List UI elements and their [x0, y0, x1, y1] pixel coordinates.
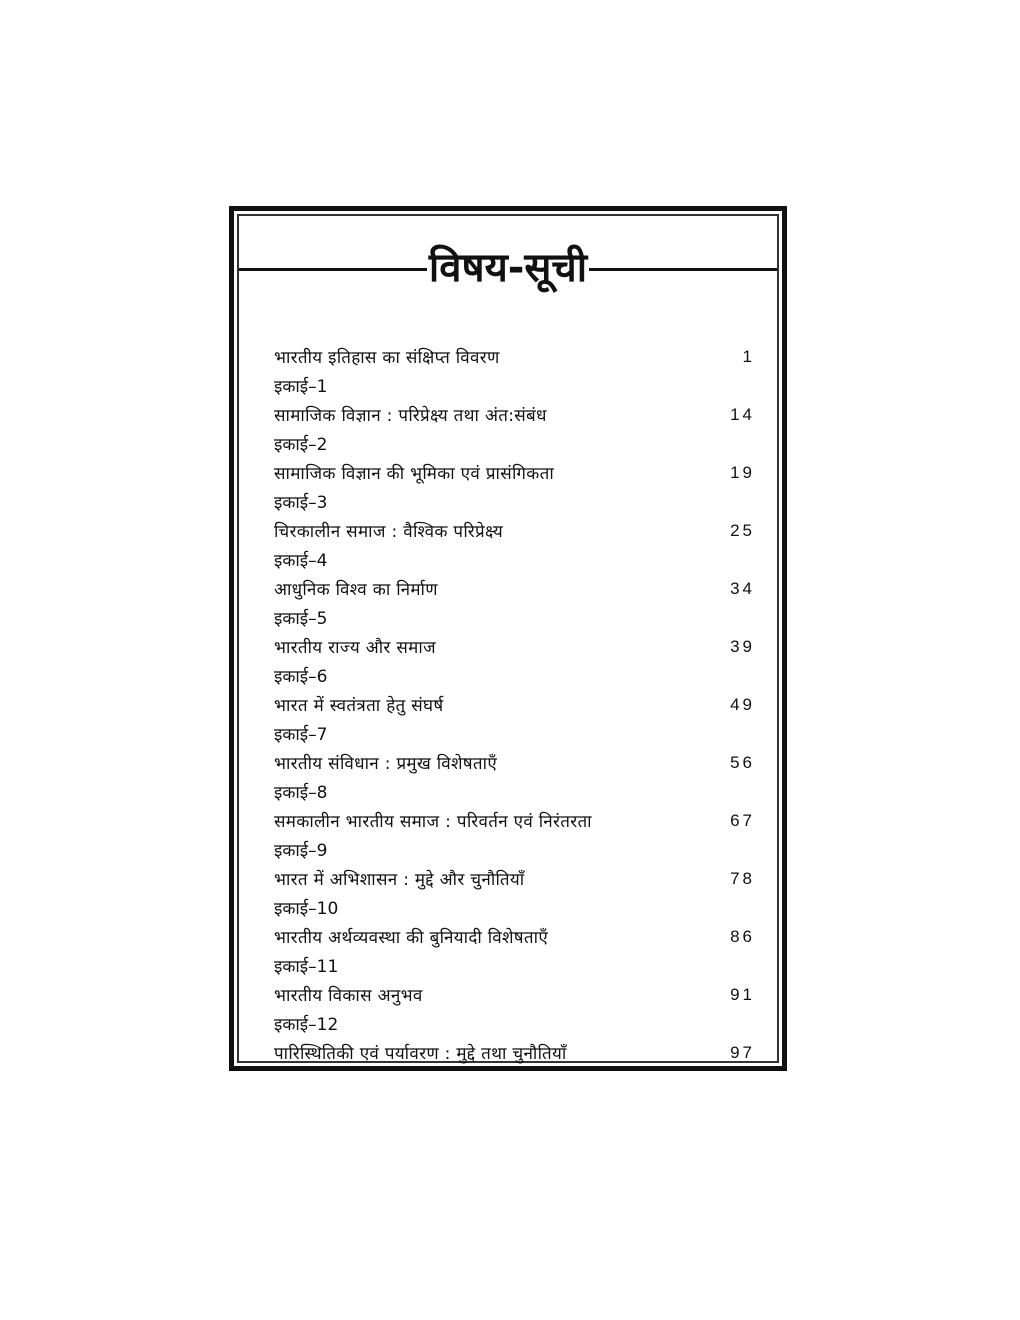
- toc-entry[interactable]: [274, 806, 755, 835]
- unit-label-row: [274, 603, 755, 632]
- unit-label: इकाई–9: [274, 841, 328, 861]
- toc-entry[interactable]: [274, 864, 755, 893]
- title-rule-right: [589, 268, 777, 271]
- toc-entry-page: 34: [730, 578, 755, 598]
- toc-entry[interactable]: [274, 980, 755, 1009]
- unit-label: इकाई–4: [274, 551, 328, 571]
- unit-label-row: [274, 835, 755, 864]
- toc-entry-page: 86: [730, 926, 755, 946]
- toc-entry-title: सामाजिक विज्ञान : परिप्रेक्ष्य तथा अंत:संबंध: [274, 406, 547, 426]
- toc-entry-title: चिरकालीन समाज : वैश्विक परिप्रेक्ष्य: [274, 522, 503, 542]
- unit-label-row: [274, 719, 755, 748]
- toc-entry-page: 39: [730, 636, 755, 656]
- unit-label-row: [274, 371, 755, 400]
- unit-label: इकाई–1: [274, 377, 328, 397]
- toc-entry-title: भारतीय इतिहास का संक्षिप्त विवरण: [274, 348, 500, 368]
- toc-entry[interactable]: [274, 922, 755, 951]
- unit-label: इकाई–5: [274, 609, 328, 629]
- toc-entry-page: 67: [730, 810, 755, 830]
- toc-entry-title: भारत में स्वतंत्रता हेतु संघर्ष: [274, 696, 444, 716]
- unit-label-row: [274, 661, 755, 690]
- unit-label: इकाई–7: [274, 725, 328, 745]
- toc-entry-page: 56: [730, 752, 755, 772]
- toc-entry-page: 78: [730, 868, 755, 888]
- toc-entry[interactable]: [274, 516, 755, 545]
- unit-label: इकाई–3: [274, 493, 328, 513]
- toc-entry[interactable]: [274, 458, 755, 487]
- toc-entry-title: आधुनिक विश्व का निर्माण: [274, 580, 438, 600]
- toc-entry-page: 25: [730, 520, 755, 540]
- unit-label-row: [274, 545, 755, 574]
- unit-label-row: [274, 487, 755, 516]
- toc-entry-title: भारतीय विकास अनुभव: [274, 986, 423, 1006]
- unit-label-row: [274, 893, 755, 922]
- title-rule-left: [239, 268, 427, 271]
- toc-entry[interactable]: [274, 574, 755, 603]
- toc-entry-page: 49: [730, 694, 755, 714]
- toc-entry-title: भारत में अभिशासन : मुद्दे और चुनौतियाँ: [274, 870, 525, 890]
- toc-entry[interactable]: [274, 400, 755, 429]
- table-of-contents: [274, 342, 755, 1067]
- unit-label: इकाई–11: [274, 957, 339, 977]
- unit-label-row: [274, 1009, 755, 1038]
- title-row: [239, 238, 777, 298]
- toc-inner-border: [237, 214, 779, 1063]
- toc-entry[interactable]: [274, 1038, 755, 1067]
- unit-label-row: [274, 777, 755, 806]
- toc-entry[interactable]: [274, 690, 755, 719]
- toc-entry[interactable]: [274, 748, 755, 777]
- unit-label: इकाई–8: [274, 783, 328, 803]
- unit-label: इकाई–2: [274, 435, 328, 455]
- unit-label: इकाई–12: [274, 1015, 339, 1035]
- toc-frame: [229, 206, 787, 1071]
- toc-entry-title: समकालीन भारतीय समाज : परिवर्तन एवं निरंतरता: [274, 812, 592, 832]
- toc-entry-page: 1: [742, 346, 755, 366]
- unit-label-row: [274, 429, 755, 458]
- toc-entry-title: पारिस्थितिकी एवं पर्यावरण : मुद्दे तथा चुनौतियाँ: [274, 1044, 567, 1064]
- unit-label: इकाई–10: [274, 899, 339, 919]
- toc-entry-page: 97: [730, 1042, 755, 1062]
- page-title: विषय-सूची: [428, 245, 588, 291]
- toc-entry-page: 14: [730, 404, 755, 424]
- toc-entry[interactable]: [274, 342, 755, 371]
- toc-entry-title: सामाजिक विज्ञान की भूमिका एवं प्रासंगिकता: [274, 464, 555, 484]
- toc-entry-title: भारतीय राज्य और समाज: [274, 638, 436, 658]
- toc-entry-title: भारतीय अर्थव्यवस्था की बुनियादी विशेषताएँ: [274, 928, 549, 948]
- toc-entry-page: 91: [730, 984, 755, 1004]
- unit-label: इकाई–6: [274, 667, 328, 687]
- toc-entry-title: भारतीय संविधान : प्रमुख विशेषताएँ: [274, 754, 498, 774]
- toc-entry[interactable]: [274, 632, 755, 661]
- unit-label-row: [274, 951, 755, 980]
- toc-entry-page: 19: [730, 462, 755, 482]
